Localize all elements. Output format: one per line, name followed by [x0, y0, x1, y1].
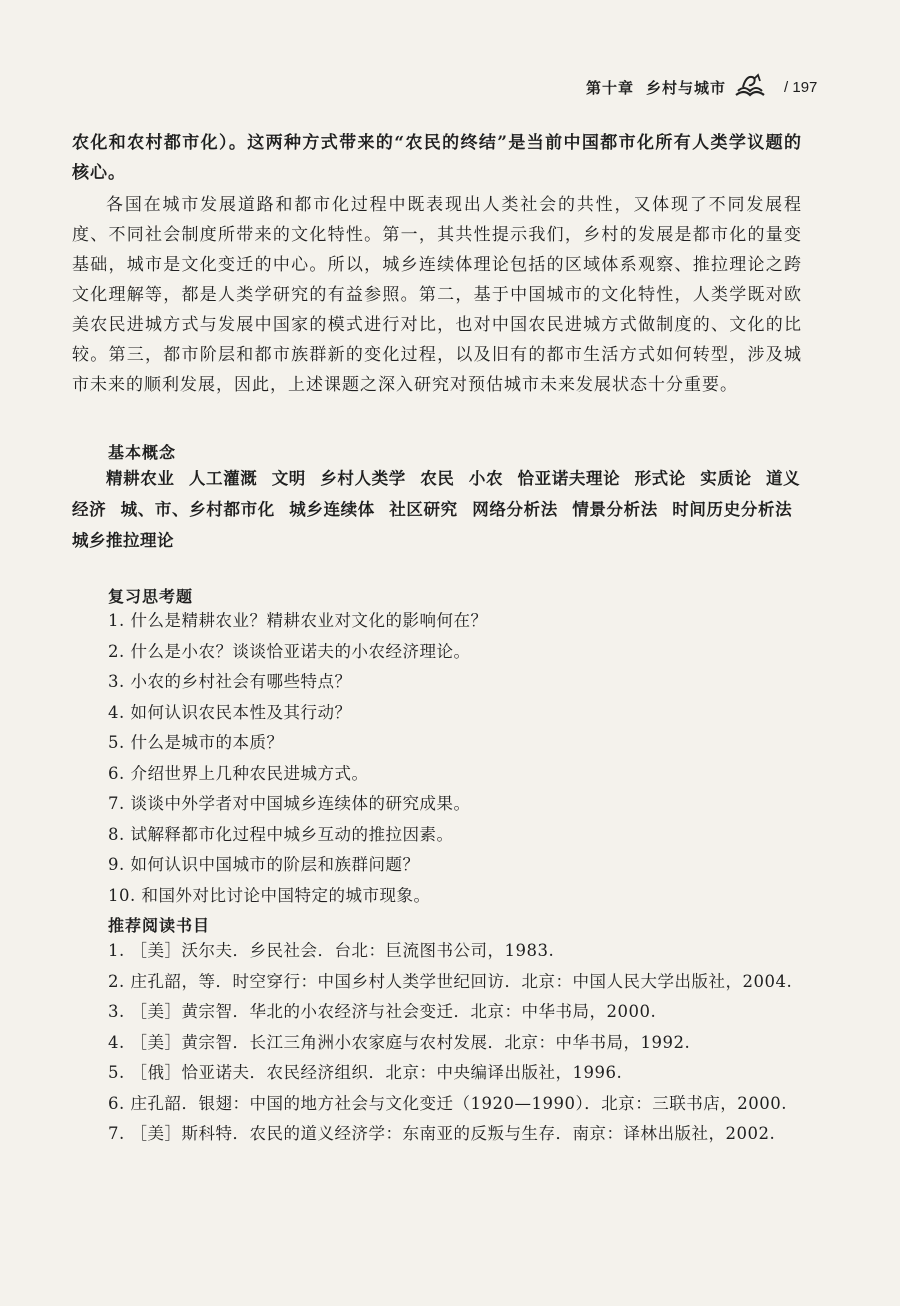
- chapter-label: 第十章: [586, 78, 635, 97]
- reading-item: 7. ［美］斯科特．农民的道义经济学：东南亚的反叛与生存．南京：译林出版社，2002.: [108, 1124, 776, 1143]
- question-item: 10. 和国外对比讨论中国特定的城市现象。: [108, 885, 431, 905]
- concept-term: 精耕农业: [106, 469, 175, 488]
- concept-term: 社区研究: [389, 500, 458, 519]
- concept-term: 形式论: [634, 469, 686, 488]
- concept-term: 城乡推拉理论: [72, 531, 174, 550]
- reading-item: 3. ［美］黄宗智．华北的小农经济与社会变迁．北京：中华书局，2000.: [108, 1002, 657, 1021]
- reading-item: 4. ［美］黄宗智．长江三角洲小农家庭与农村发展．北京：中华书局，1992.: [108, 1032, 691, 1052]
- paragraph: 各国在城市发展道路和都市化过程中既表现出人类社会的共性，又体现了不同发展程度、不同社会制度所带来的文化特性。第一，其共性提示我们，乡村的发展是都市化的量变基础，城市是文化变迁的中心。所以，城乡连续体理论包括的区域体系观察、推拉理论之跨文化理解等，都是人类学研究的有益参照。第二，基于中国城市的文化特性，人类学既对欧美农民进城方式与发展中国家的模式进行对比，也对中国农民进城方式做制度的、文化的比较。第三，都市阶层和都市族群新的变化过程，以及旧有的都市生活方式如何转型，涉及城市未来的顺利发展，因此，上述课题之深入研究对预估城市未来发展状态十分重要。: [72, 195, 802, 395]
- chapter-title: 乡村与城市: [646, 78, 727, 97]
- concept-term: 人工灌溉: [188, 469, 258, 488]
- concept-term: 小农: [468, 469, 504, 488]
- paragraph-continuation: 农化和农村都市化）。这两种方式带来的“农民的终结”是当前中国都市化所有人类学议题的核心。: [72, 133, 802, 183]
- running-head: [586, 72, 817, 102]
- concepts-heading: 基本概念: [108, 443, 177, 462]
- concept-term: 文明: [271, 469, 306, 488]
- reading-item: 1. ［美］沃尔夫．乡民社会．台北：巨流图书公司，1983.: [108, 941, 555, 960]
- concepts-list: [72, 463, 800, 556]
- body-section: [72, 128, 802, 400]
- question-item: 9. 如何认识中国城市的阶层和族群问题？: [108, 855, 420, 874]
- reading-item: 2. 庄孔韶，等．时空穿行：中国乡村人类学世纪回访．北京：中国人民大学出版社，2004.: [108, 971, 793, 991]
- questions-list: [108, 606, 488, 911]
- question-item: 4. 如何认识农民本性及其行动？: [108, 702, 352, 722]
- questions-heading: 复习思考题: [108, 587, 194, 606]
- concept-term: 城、市、乡村都市化: [120, 500, 275, 519]
- page-number: / 197: [784, 78, 818, 96]
- question-item: 5. 什么是城市的本质？: [108, 733, 284, 752]
- readings-heading: 推荐阅读书目: [108, 916, 211, 935]
- reading-item: 5. ［俄］恰亚诺夫．农民经济组织．北京：中央编译出版社，1996.: [108, 1063, 623, 1082]
- concept-term: 乡村人类学: [320, 469, 406, 488]
- book-logo-icon: [734, 73, 766, 101]
- concept-term: 情景分析法: [572, 500, 658, 519]
- concept-term: 城乡连续体: [289, 500, 375, 519]
- question-item: 1. 什么是精耕农业？精耕农业对文化的影响何在？: [108, 611, 488, 630]
- question-item: 2. 什么是小农？谈谈恰亚诺夫的小农经济理论。: [108, 641, 471, 661]
- question-item: 3. 小农的乡村社会有哪些特点？: [108, 672, 352, 691]
- concept-term: 道义经济: [72, 469, 801, 519]
- concept-term: 农民: [420, 469, 455, 488]
- readings-list: [72, 936, 802, 1150]
- concept-term: 恰亚诺夫理论: [517, 469, 621, 488]
- concept-term: 网络分析法: [472, 500, 558, 519]
- question-item: 6. 介绍世界上几种农民进城方式。: [108, 763, 369, 783]
- question-item: 7. 谈谈中外学者对中国城乡连续体的研究成果。: [108, 794, 471, 813]
- concept-term: 时间历史分析法: [672, 500, 793, 519]
- reading-item: 6. 庄孔韶．银翅：中国的地方社会与文化变迁（1920—1990）．北京：三联书店，2000.: [108, 1093, 787, 1113]
- question-item: 8. 试解释都市化过程中城乡互动的推拉因素。: [108, 824, 454, 844]
- concept-term: 实质论: [700, 469, 752, 488]
